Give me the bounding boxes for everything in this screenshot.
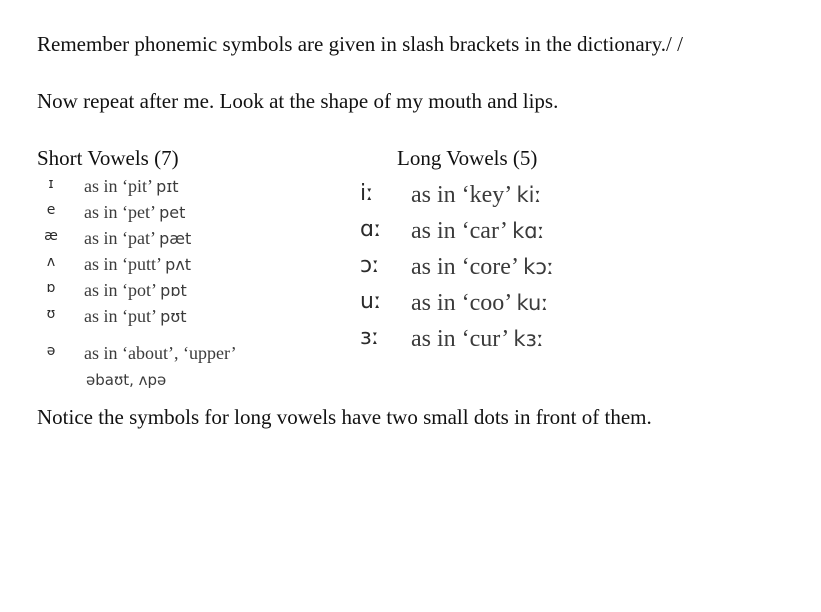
vowel-example bbox=[84, 307, 186, 325]
example-text: as in ‘cur’ bbox=[411, 326, 508, 352]
vowel-example: as in ‘about’, ‘upper’ bbox=[84, 343, 237, 363]
long-vowel-notice: Notice the symbols for long vowels have two small dots in front of them. bbox=[37, 405, 652, 429]
vowel-example bbox=[411, 291, 548, 315]
vowel-example bbox=[411, 183, 542, 207]
vowel-symbol: uː bbox=[360, 289, 382, 314]
vowel-symbol: iː bbox=[360, 181, 374, 206]
example-ipa: pʌt bbox=[165, 255, 192, 274]
example-text: as in ‘key’ bbox=[411, 182, 511, 208]
example-text: as in ‘pit’ bbox=[84, 176, 152, 196]
example-ipa: kɜː bbox=[513, 327, 544, 351]
vowel-example bbox=[84, 177, 179, 195]
vowel-symbol: ə bbox=[46, 343, 56, 359]
short-vowels-table bbox=[38, 172, 288, 394]
example-text: as in ‘core’ bbox=[411, 254, 518, 280]
vowel-example bbox=[84, 229, 191, 247]
example-ipa: pɪt bbox=[156, 177, 179, 196]
example-ipa: əbaʊt, ʌpə bbox=[86, 371, 167, 389]
vowel-symbol: ɔː bbox=[360, 253, 380, 278]
example-ipa: pɒt bbox=[160, 281, 187, 300]
vowel-example bbox=[84, 203, 185, 221]
example-text: as in ‘pot’ bbox=[84, 280, 156, 300]
example-ipa: pʊt bbox=[160, 307, 187, 326]
vowel-symbol: æ bbox=[44, 228, 58, 244]
vowel-symbol: ɑː bbox=[360, 217, 382, 242]
example-text: as in ‘put’ bbox=[84, 306, 156, 326]
vowel-example bbox=[411, 219, 545, 243]
example-ipa: kɑː bbox=[512, 219, 545, 243]
example-text: as in ‘coo’ bbox=[411, 290, 511, 316]
example-ipa: pet bbox=[159, 203, 186, 222]
example-text: as in ‘pat’ bbox=[84, 228, 155, 248]
long-vowels-heading: Long Vowels (5) bbox=[397, 146, 538, 170]
example-ipa: kɔː bbox=[523, 255, 554, 279]
example-ipa: kuː bbox=[516, 291, 549, 315]
short-vowels-heading: Short Vowels (7) bbox=[37, 146, 179, 170]
example-text: as in ‘putt’ bbox=[84, 254, 161, 274]
repeat-instruction: Now repeat after me. Look at the shape of my mouth and lips. bbox=[37, 89, 559, 113]
phonemic-symbols-note: Remember phonemic symbols are given in slash brackets in the dictionary./ / bbox=[37, 32, 683, 56]
example-text: as in ‘pet’ bbox=[84, 202, 155, 222]
vowel-symbol: ɒ bbox=[46, 280, 56, 296]
vowel-example bbox=[411, 255, 554, 279]
vowel-example bbox=[411, 327, 544, 351]
vowel-symbol: ʊ bbox=[46, 306, 56, 322]
vowel-symbol: ʌ bbox=[46, 254, 56, 270]
example-ipa: pæt bbox=[159, 229, 192, 248]
vowel-symbol: ɜː bbox=[360, 325, 380, 350]
vowel-symbol: e bbox=[46, 202, 56, 218]
vowel-example bbox=[84, 255, 191, 273]
vowel-example bbox=[84, 281, 187, 299]
example-ipa: kiː bbox=[516, 183, 542, 207]
vowel-symbol: ɪ bbox=[48, 176, 54, 192]
long-vowels-table bbox=[358, 175, 603, 360]
example-text: as in ‘car’ bbox=[411, 218, 507, 244]
